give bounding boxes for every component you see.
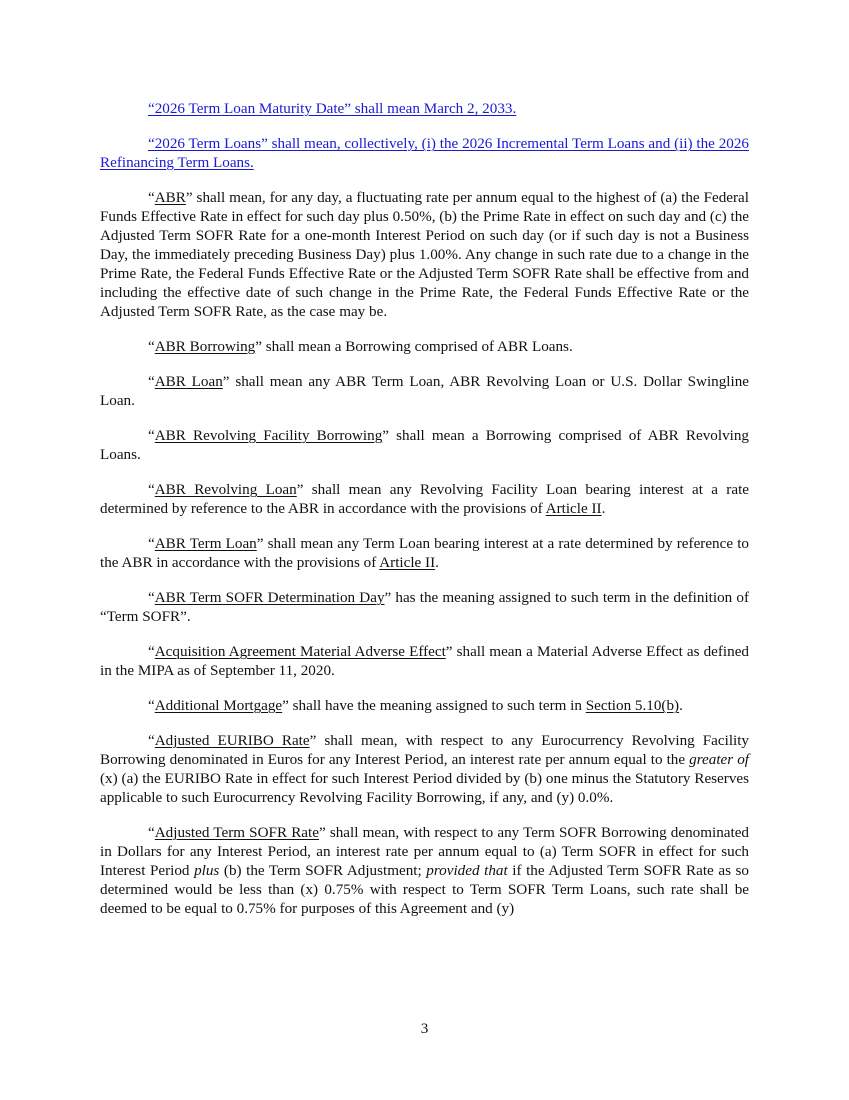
definition-text: ” shall mean, for any day, a fluctuating rate per annum equal to the highest of (a) the Federal Funds Effective Rate in effect for such day plus 0.50%, (b) the Prime Rate in effect on such day and (c) the Adjusted Term SOFR Rate for a one-month Interest Period on such day (or if such day is not a Business Day, the immediately preceding Business Day) plus 1.00%. Any change in such rate due to a change in the Prime Rate, the Federal Funds Effective Rate or the Adjusted Term SOFR Rate shall be effective from and including the effective date of such change in the Prime Rate, the Federal Funds Effective Rate or the Adjusted Term SOFR Rate, as the case may be. xyxy=(100,189,749,320)
open-quote: “ xyxy=(148,589,155,606)
page-number: 3 xyxy=(420,1020,429,1037)
open-quote: “ xyxy=(148,373,155,390)
definition-tail: . xyxy=(435,554,439,571)
defined-term: ABR xyxy=(154,189,186,206)
defined-term: ABR Term Loan xyxy=(154,535,257,552)
cross-reference-link: Article II xyxy=(379,554,436,571)
definition-abr-revolving-facility-borrowing xyxy=(100,426,749,464)
definition-2026-term-loan-maturity-date: “2026 Term Loan Maturity Date” shall mean March 2, 2033. xyxy=(148,100,517,117)
defined-term: Adjusted EURIBO Rate xyxy=(154,732,310,749)
definition-acquisition-agreement-mae xyxy=(100,642,749,680)
open-quote: “ xyxy=(148,338,155,355)
definition-2026-term-loans: “2026 Term Loans” shall mean, collectively, (i) the 2026 Incremental Term Loans and (ii) the 2026 Refinancing Term Loans. xyxy=(100,135,749,171)
document-body xyxy=(100,99,749,918)
defined-term: ABR Loan xyxy=(154,373,223,390)
definition-adjusted-euribo-rate xyxy=(100,731,749,807)
open-quote: “ xyxy=(148,189,155,206)
definition-tail: (x) (a) the EURIBO Rate in effect for such Interest Period divided by (b) one minus the Statutory Reserves applicable to such Eurocurrency Revolving Facility Borrowing, if any, and (y) 0.0%. xyxy=(100,770,749,806)
definition-abr-term-sofr-determination-day xyxy=(100,588,749,626)
open-quote: “ xyxy=(148,535,155,552)
definition-text: ” shall mean, with respect to any Eurocurrency Revolving Facility Borrowing denominated in Euros for any Interest Period, an interest rate per annum equal to the xyxy=(100,732,750,768)
open-quote: “ xyxy=(148,643,155,660)
definition-text: ” shall mean a Material Adverse Effect as defined in the MIPA as of September 11, 2020. xyxy=(100,643,749,679)
definition-abr-borrowing xyxy=(100,337,749,356)
defined-term: ABR Revolving Loan xyxy=(154,481,297,498)
definition-tail: . xyxy=(679,697,683,714)
definition-tail: . xyxy=(601,500,606,517)
definition-text: ” shall mean a Borrowing comprised of ABR Revolving Loans. xyxy=(100,427,749,463)
definition-adjusted-term-sofr-rate xyxy=(100,823,749,918)
open-quote: “ xyxy=(148,481,155,498)
definition-text: ” shall mean a Borrowing comprised of ABR Loans. xyxy=(255,338,573,355)
definition-additional-mortgage xyxy=(100,696,749,715)
italic-proviso: provided that xyxy=(426,862,508,879)
defined-term: Additional Mortgage xyxy=(154,697,283,714)
defined-term: ABR Borrowing xyxy=(154,338,256,355)
definition-abr-term-loan xyxy=(100,534,749,572)
definition-text-middle: (b) the Term SOFR Adjustment; xyxy=(219,862,427,879)
definition-text: ” shall mean any Term Loan bearing interest at a rate determined by reference to the ABR in accordance with the provisions of xyxy=(100,535,749,571)
cross-reference-link: Article II xyxy=(545,500,602,517)
italic-phrase: plus xyxy=(194,862,220,879)
open-quote: “ xyxy=(148,697,155,714)
definition-abr-revolving-loan xyxy=(100,480,749,518)
defined-term: ABR Revolving Facility Borrowing xyxy=(154,427,383,444)
open-quote: “ xyxy=(148,732,155,749)
open-quote: “ xyxy=(148,824,155,841)
definition-text: ” has the meaning assigned to such term in the definition of “Term SOFR”. xyxy=(100,589,749,625)
italic-phrase: greater of xyxy=(689,751,749,768)
cross-reference-link: Section 5.10(b) xyxy=(585,697,680,714)
definition-text: ” shall mean any ABR Term Loan, ABR Revolving Loan or U.S. Dollar Swingline Loan. xyxy=(100,373,749,409)
defined-term: Adjusted Term SOFR Rate xyxy=(154,824,319,841)
defined-term: ABR Term SOFR Determination Day xyxy=(154,589,385,606)
open-quote: “ xyxy=(148,427,155,444)
definition-abr-loan xyxy=(100,372,749,410)
definition-tail: if the Adjusted Term SOFR Rate as so determined would be less than (x) 0.75% with respect to Term SOFR Term Loans, such rate shall be deemed to be equal to 0.75% for purposes of this Agreement and (y) xyxy=(100,862,749,917)
definition-text: ” shall have the meaning assigned to such term in xyxy=(282,697,586,714)
definition-text: ” shall mean any Revolving Facility Loan bearing interest at a rate determined by reference to the ABR in accordance with the provisions of xyxy=(100,481,749,517)
defined-term: Acquisition Agreement Material Adverse Effect xyxy=(154,643,446,660)
definition-abr xyxy=(100,188,749,321)
definition-text: ” shall mean, with respect to any Term SOFR Borrowing denominated in Dollars for any Interest Period, an interest rate per annum equal to (a) Term SOFR in effect for such Interest Period xyxy=(100,824,749,879)
